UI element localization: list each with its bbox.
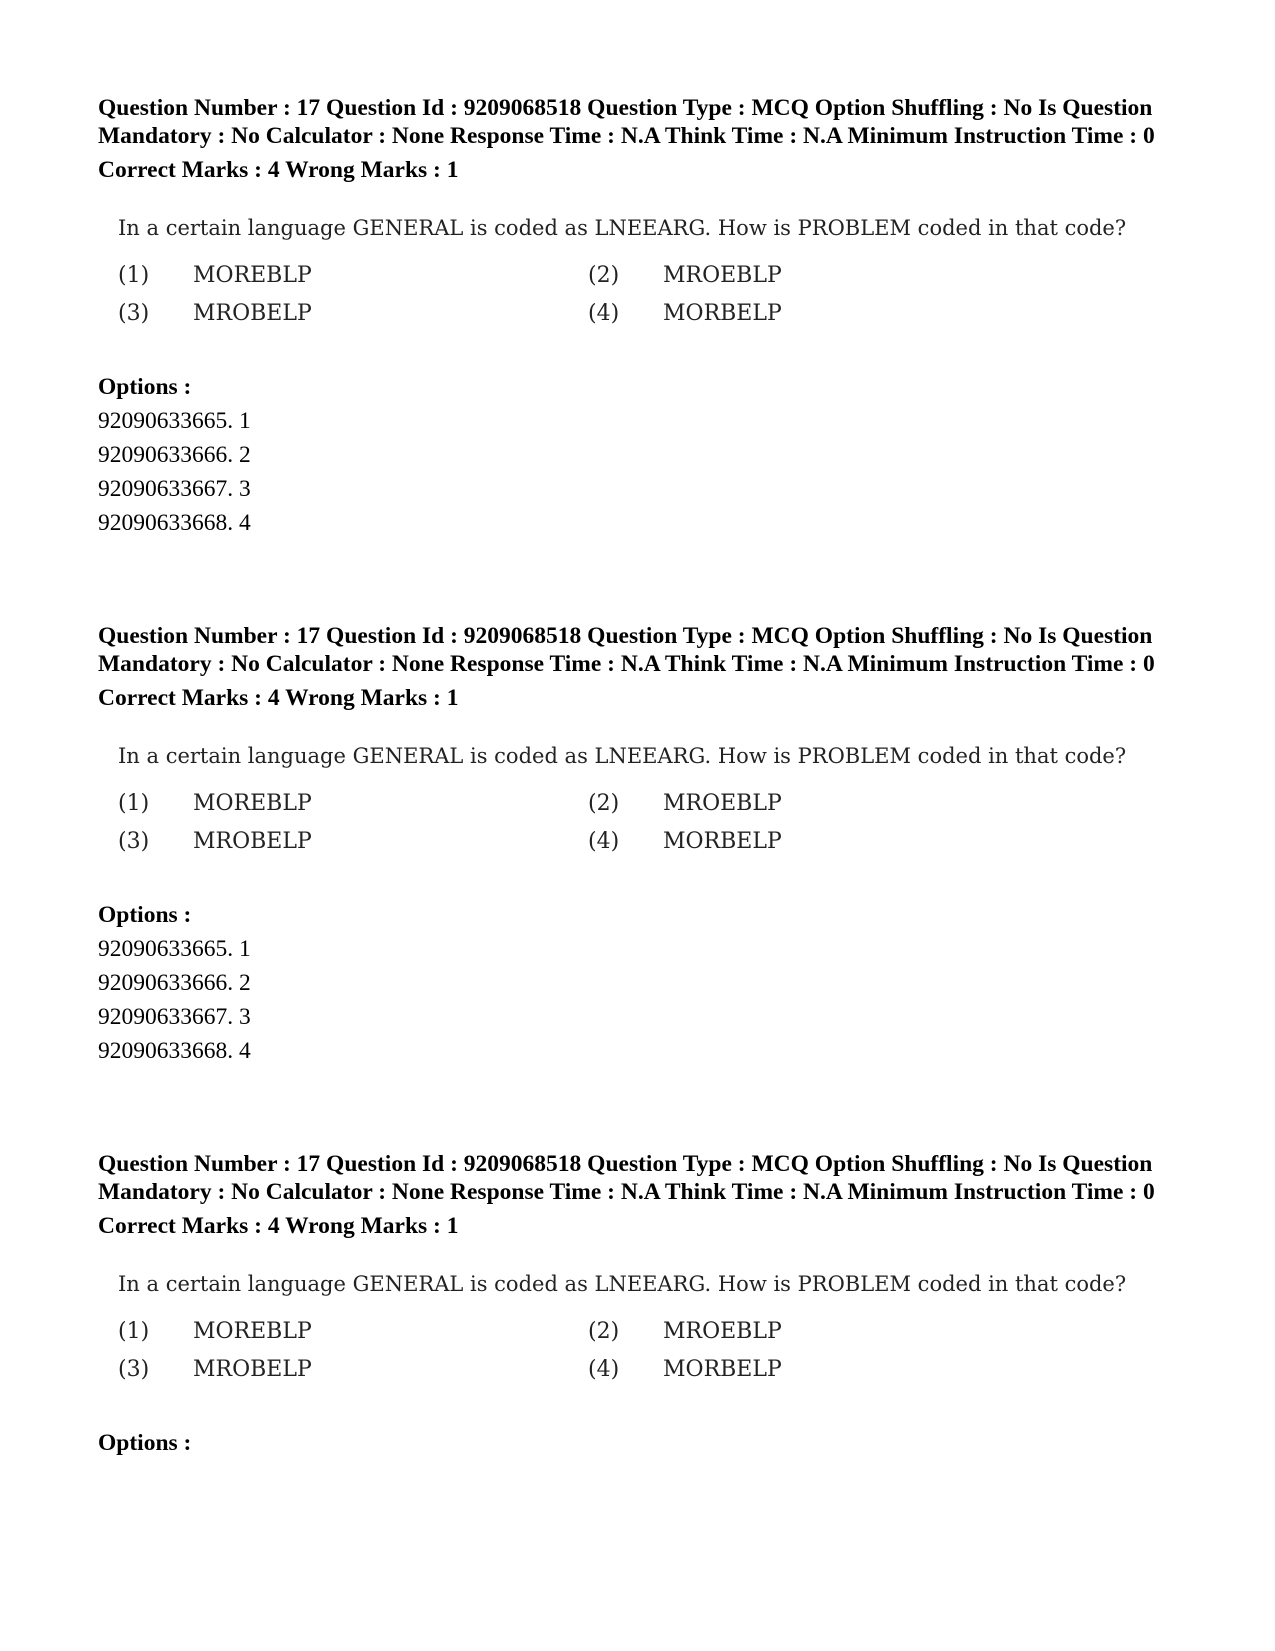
marks-line: Correct Marks : 4 Wrong Marks : 1: [98, 1213, 459, 1239]
choice-text: MORBELP: [663, 301, 782, 326]
question-metadata: Question Number : 17 Question Id : 9209068518 Question Type : MCQ Option Shuffling : No Is Question Mandatory : No Calculator : None Response Time : N.A Think Time : N.A Minimum Instruction Time : 0: [98, 623, 1155, 677]
choice-3: [118, 1356, 588, 1384]
choice-2: [588, 1318, 838, 1346]
choice-number: (4): [588, 1357, 620, 1382]
choice-number: (3): [118, 829, 150, 854]
choice-text: MORBELP: [663, 829, 782, 854]
options-heading: Options :: [98, 902, 192, 928]
choice-2: [588, 262, 838, 290]
choice-text: MOREBLP: [193, 791, 312, 816]
option-id-line: 92090633665. 1: [98, 936, 251, 962]
choice-3: [118, 300, 588, 328]
option-id-line: 92090633667. 3: [98, 1004, 251, 1030]
option-id-line: 92090633667. 3: [98, 476, 251, 502]
choice-1: [118, 790, 588, 818]
choice-4: [588, 1356, 838, 1384]
option-id-line: 92090633668. 4: [98, 1038, 251, 1064]
choice-number: (1): [118, 791, 150, 816]
question-block: [98, 1150, 1188, 1457]
choice-1: [118, 1318, 588, 1346]
choice-4: [588, 828, 838, 856]
question-block: [98, 94, 1188, 537]
choice-3: [118, 828, 588, 856]
choice-text: MOREBLP: [193, 263, 312, 288]
option-id-line: 92090633665. 1: [98, 408, 251, 434]
question-metadata: Question Number : 17 Question Id : 9209068518 Question Type : MCQ Option Shuffling : No Is Question Mandatory : No Calculator : None Response Time : N.A Think Time : N.A Minimum Instruction Time : 0: [98, 95, 1155, 149]
choice-number: (4): [588, 301, 620, 326]
choice-text: MROBELP: [193, 301, 312, 326]
choice-2: [588, 790, 838, 818]
choice-1: [118, 262, 588, 290]
question-stem: In a certain language GENERAL is coded as LNEEARG. How is PROBLEM coded in that code?: [118, 1272, 1127, 1296]
question-block: [98, 622, 1188, 1065]
choice-number: (1): [118, 1319, 150, 1344]
choice-number: (2): [588, 791, 620, 816]
choice-text: MROEBLP: [663, 1319, 782, 1344]
question-metadata: Question Number : 17 Question Id : 9209068518 Question Type : MCQ Option Shuffling : No Is Question Mandatory : No Calculator : None Response Time : N.A Think Time : N.A Minimum Instruction Time : 0: [98, 1151, 1155, 1205]
option-id-line: 92090633666. 2: [98, 970, 251, 996]
answer-choices: [118, 1318, 838, 1384]
choice-number: (3): [118, 1357, 150, 1382]
question-stem: In a certain language GENERAL is coded as LNEEARG. How is PROBLEM coded in that code?: [118, 744, 1127, 768]
choice-4: [588, 300, 838, 328]
question-stem: In a certain language GENERAL is coded as LNEEARG. How is PROBLEM coded in that code?: [118, 216, 1127, 240]
choice-text: MOREBLP: [193, 1319, 312, 1344]
choice-number: (3): [118, 301, 150, 326]
choice-number: (2): [588, 263, 620, 288]
choice-text: MROBELP: [193, 829, 312, 854]
choice-text: MROBELP: [193, 1357, 312, 1382]
options-heading: Options :: [98, 374, 192, 400]
options-heading: Options :: [98, 1430, 192, 1456]
option-id-line: 92090633668. 4: [98, 510, 251, 536]
marks-line: Correct Marks : 4 Wrong Marks : 1: [98, 685, 459, 711]
answer-choices: [118, 790, 838, 856]
answer-choices: [118, 262, 838, 328]
choice-number: (1): [118, 263, 150, 288]
choice-text: MROEBLP: [663, 791, 782, 816]
choice-text: MROEBLP: [663, 263, 782, 288]
option-id-line: 92090633666. 2: [98, 442, 251, 468]
marks-line: Correct Marks : 4 Wrong Marks : 1: [98, 157, 459, 183]
choice-number: (4): [588, 829, 620, 854]
choice-text: MORBELP: [663, 1357, 782, 1382]
choice-number: (2): [588, 1319, 620, 1344]
